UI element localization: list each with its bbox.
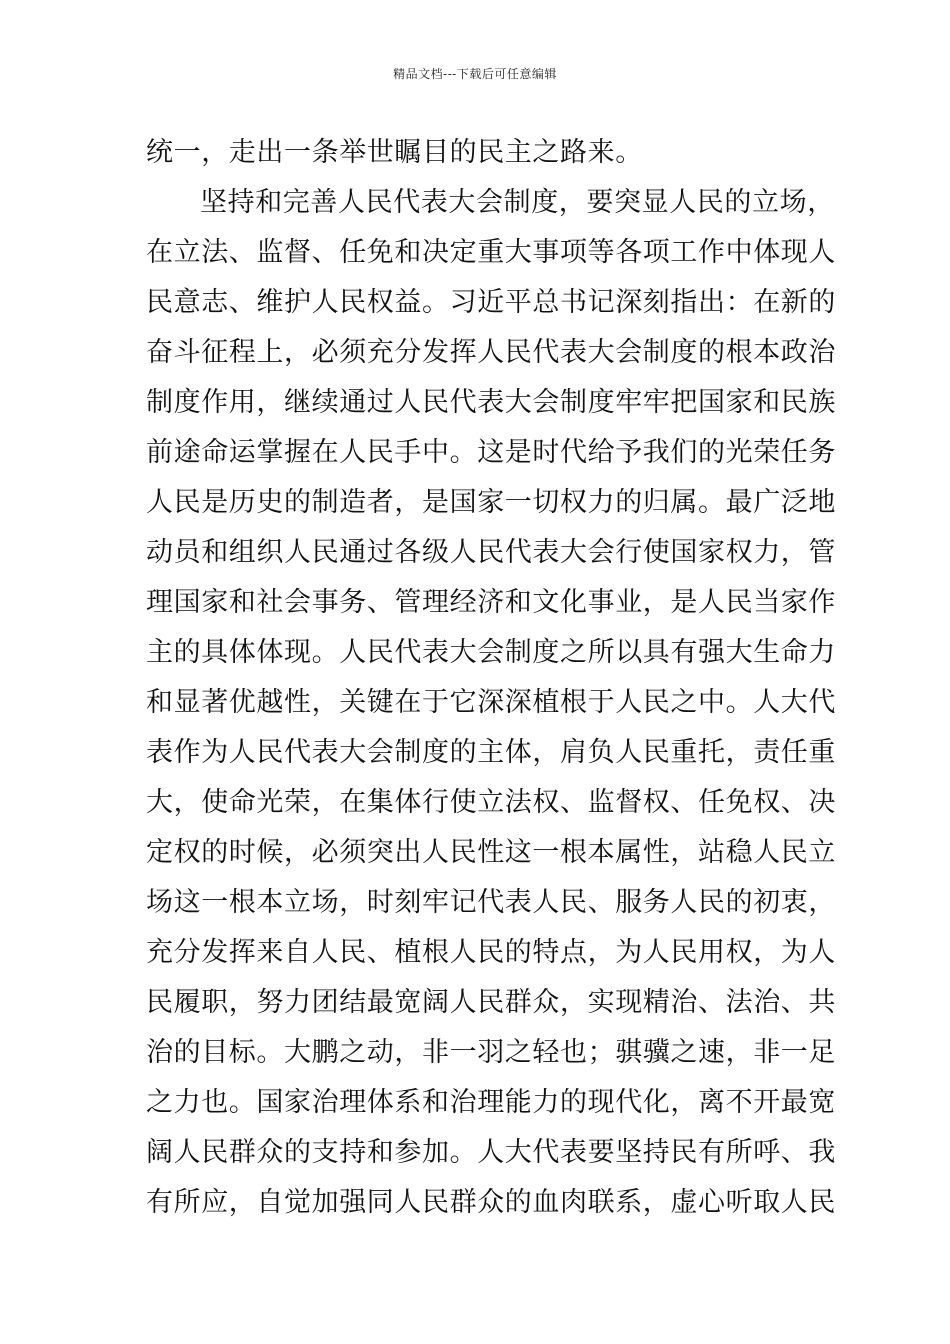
text-line: 主的具体体现。人民代表大会制度之所以具有强大生命力 xyxy=(146,637,836,668)
text-line: 在立法、监督、任免和决定重大事项等各项工作中体现人 xyxy=(146,237,836,268)
text-line: 治的目标。大鹏之动，非一羽之轻也；骐骥之速，非一足 xyxy=(146,1037,836,1068)
text-line: 民履职，努力团结最宽阔人民群众，实现精治、法治、共 xyxy=(146,987,836,1018)
page-header: 精品文档---下载后可任意编辑 xyxy=(393,67,557,81)
text-line: 动员和组织人民通过各级人民代表大会行使国家权力，管 xyxy=(146,537,836,568)
text-line: 统一，走出一条举世瞩目的民主之路来。 xyxy=(146,137,643,168)
text-line: 之力也。国家治理体系和治理能力的现代化，离不开最宽 xyxy=(146,1087,836,1118)
document-body xyxy=(146,128,836,1228)
text-line: 和显著优越性，关键在于它深深植根于人民之中。人大代 xyxy=(146,687,836,718)
text-line: 民意志、维护人民权益。习近平总书记深刻指出：在新的 xyxy=(146,287,836,318)
text-line: 前途命运掌握在人民手中。这是时代给予我们的光荣任务 xyxy=(146,437,836,468)
text-line: 人民是历史的制造者，是国家一切权力的归属。最广泛地 xyxy=(146,487,836,518)
text-line: 阔人民群众的支持和参加。人大代表要坚持民有所呼、我 xyxy=(146,1137,836,1168)
text-line: 大，使命光荣，在集体行使立法权、监督权、任免权、决 xyxy=(146,787,836,818)
text-line: 理国家和社会事务、管理经济和文化事业，是人民当家作 xyxy=(146,587,836,618)
text-line: 制度作用，继续通过人民代表大会制度牢牢把国家和民族 xyxy=(146,387,836,418)
text-line: 充分发挥来自人民、植根人民的特点，为人民用权，为人 xyxy=(146,937,836,968)
text-line: 奋斗征程上，必须充分发挥人民代表大会制度的根本政治 xyxy=(146,337,836,368)
text-line: 定权的时候，必须突出人民性这一根本属性，站稳人民立 xyxy=(146,837,836,868)
paragraph-first-line: 坚持和完善人民代表大会制度，要突显人民的立场， xyxy=(200,187,835,218)
text-line: 场这一根本立场，时刻牢记代表人民、服务人民的初衷， xyxy=(146,887,836,918)
text-line: 有所应，自觉加强同人民群众的血肉联系，虚心听取人民 xyxy=(146,1187,836,1218)
text-line: 表作为人民代表大会制度的主体，肩负人民重托，责任重 xyxy=(146,737,836,768)
